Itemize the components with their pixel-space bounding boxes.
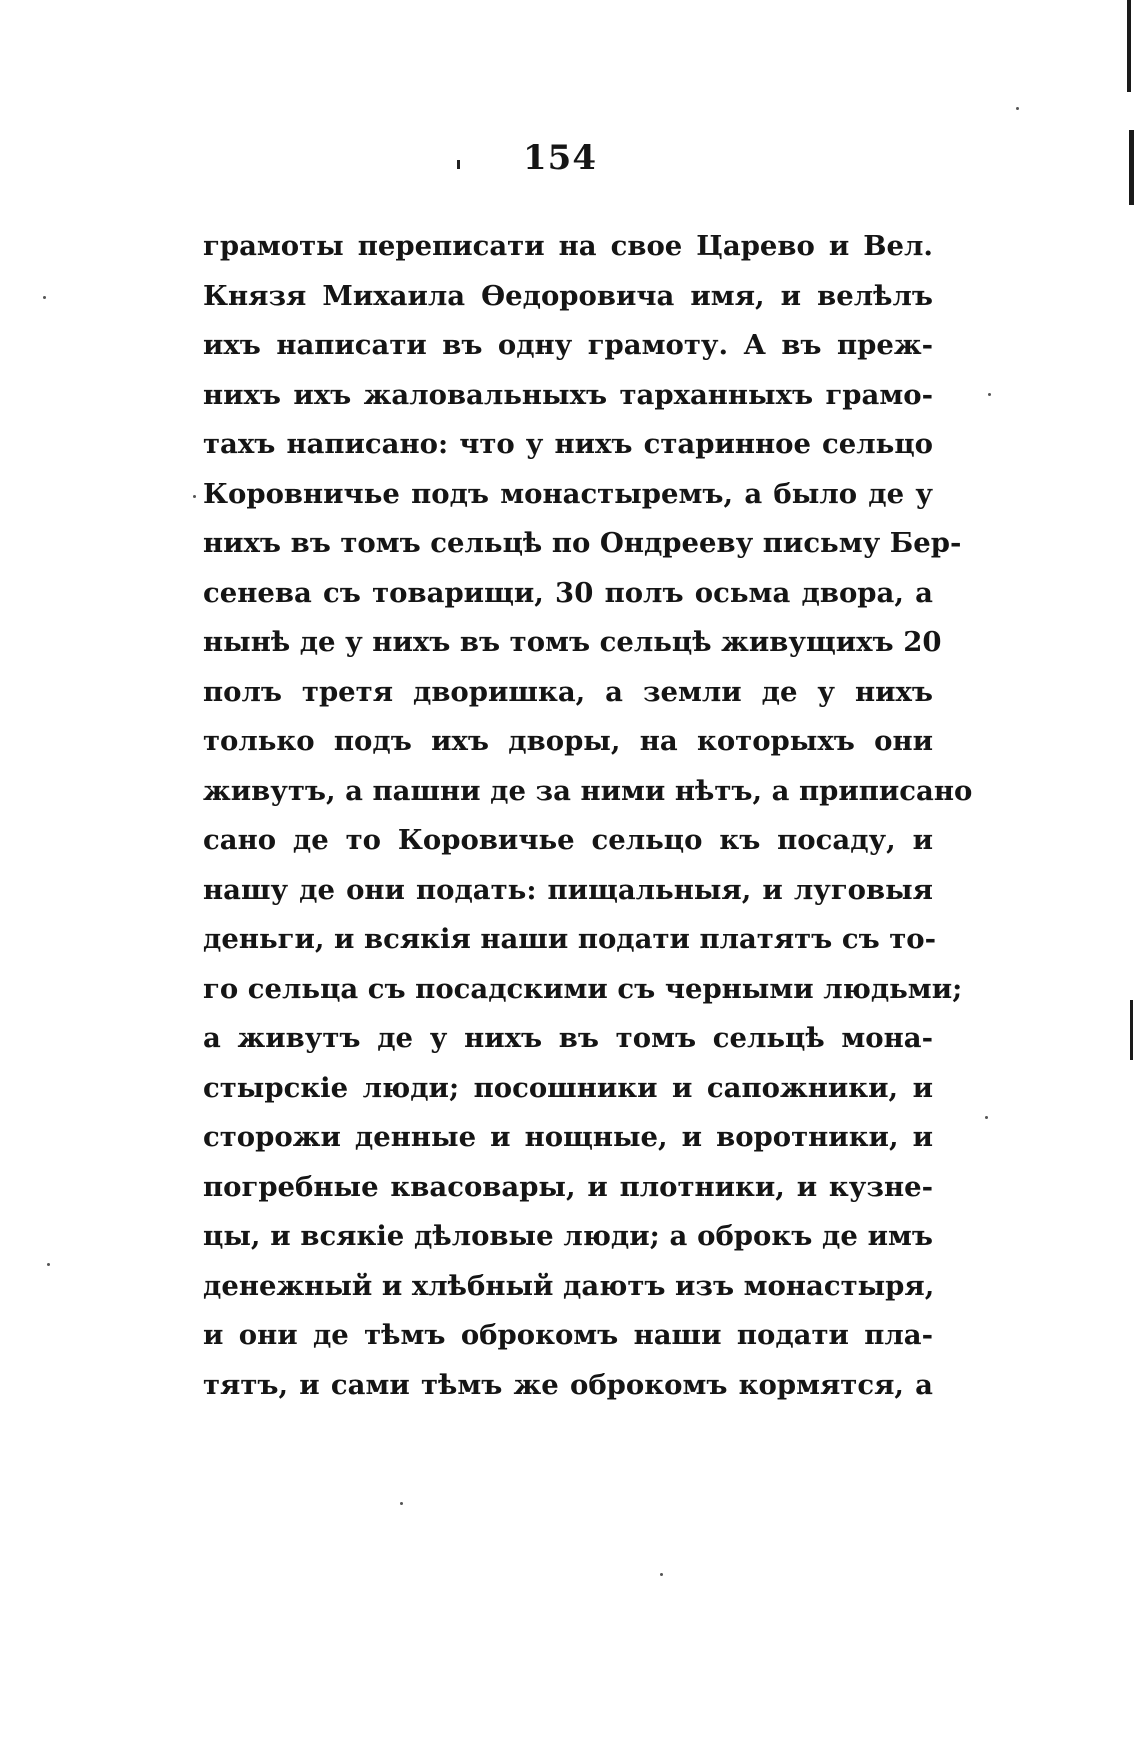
scan-speck: [988, 393, 991, 396]
text-line: нашу де они подать: пищальныя, и луговыя: [203, 873, 933, 906]
text-line: и они де тѣмъ оброкомъ наши подати пла-: [203, 1319, 933, 1351]
text-line: сано де то Коровичье сельцо къ посаду, и: [203, 824, 933, 856]
scan-speck: [47, 1263, 50, 1266]
scan-speck: [43, 296, 46, 299]
scan-speck: [400, 1502, 403, 1505]
text-line: стырскіе люди; посошники и сапожники, и: [203, 1071, 933, 1104]
binding-edge-low: [1130, 1000, 1133, 1060]
text-line: тятъ, и сами тѣмъ же оброкомъ кормятся, а: [203, 1368, 933, 1401]
text-line: го сельца съ посадскими съ черными людьми;: [203, 972, 963, 1005]
text-line: сенева съ товарищи, 30 полъ осьма двора, а: [203, 576, 933, 609]
text-line: цы, и всякіе дѣловые люди; а оброкъ де имъ: [203, 1220, 933, 1252]
text-line: живутъ, а пашни де за ними нѣтъ, а приписано: [203, 774, 973, 807]
body-text: [203, 222, 973, 1410]
scan-speck: [1016, 107, 1019, 110]
scan-speck: [193, 495, 196, 498]
text-line: полъ третя дворишка, а земли де у нихъ: [203, 675, 933, 708]
scan-speck: [660, 1573, 663, 1576]
text-line: Коровничье подъ монастыремъ, а было де у: [203, 477, 933, 510]
scan-speck: [985, 1116, 988, 1119]
binding-edge-top: [1127, 0, 1131, 92]
text-line: сторожи денные и нощные, и воротники, и: [203, 1121, 933, 1153]
text-line: нихъ ихъ жаловальныхъ тарханныхъ грамо-: [203, 378, 933, 411]
text-line: грамоты переписати на свое Царево и Вел.: [203, 230, 933, 262]
text-line: нихъ въ томъ сельцѣ по Ондрееву письму Бер-: [203, 527, 962, 559]
binding-edge-mid: [1129, 130, 1134, 205]
text-line: погребные квасовары, и плотники, и кузне-: [203, 1170, 933, 1203]
text-line: денежный и хлѣбный даютъ изъ монастыря,: [203, 1269, 935, 1302]
text-line: Князя Михаила Өедоровича имя, и велѣлъ: [203, 279, 933, 312]
text-line: нынѣ де у нихъ въ томъ сельцѣ живущихъ 20: [203, 626, 942, 658]
text-line: тахъ написано: что у нихъ старинное сельцо: [203, 428, 933, 460]
text-line: деньги, и всякія наши подати платятъ съ то-: [203, 923, 937, 955]
page-number: 154: [523, 138, 597, 178]
text-line: ихъ написати въ одну грамоту. А въ преж-: [203, 329, 933, 361]
printer-mark: [457, 160, 460, 169]
text-line: а живутъ де у нихъ въ томъ сельцѣ мона-: [203, 1022, 933, 1054]
text-line: только подъ ихъ дворы, на которыхъ они: [203, 725, 933, 757]
